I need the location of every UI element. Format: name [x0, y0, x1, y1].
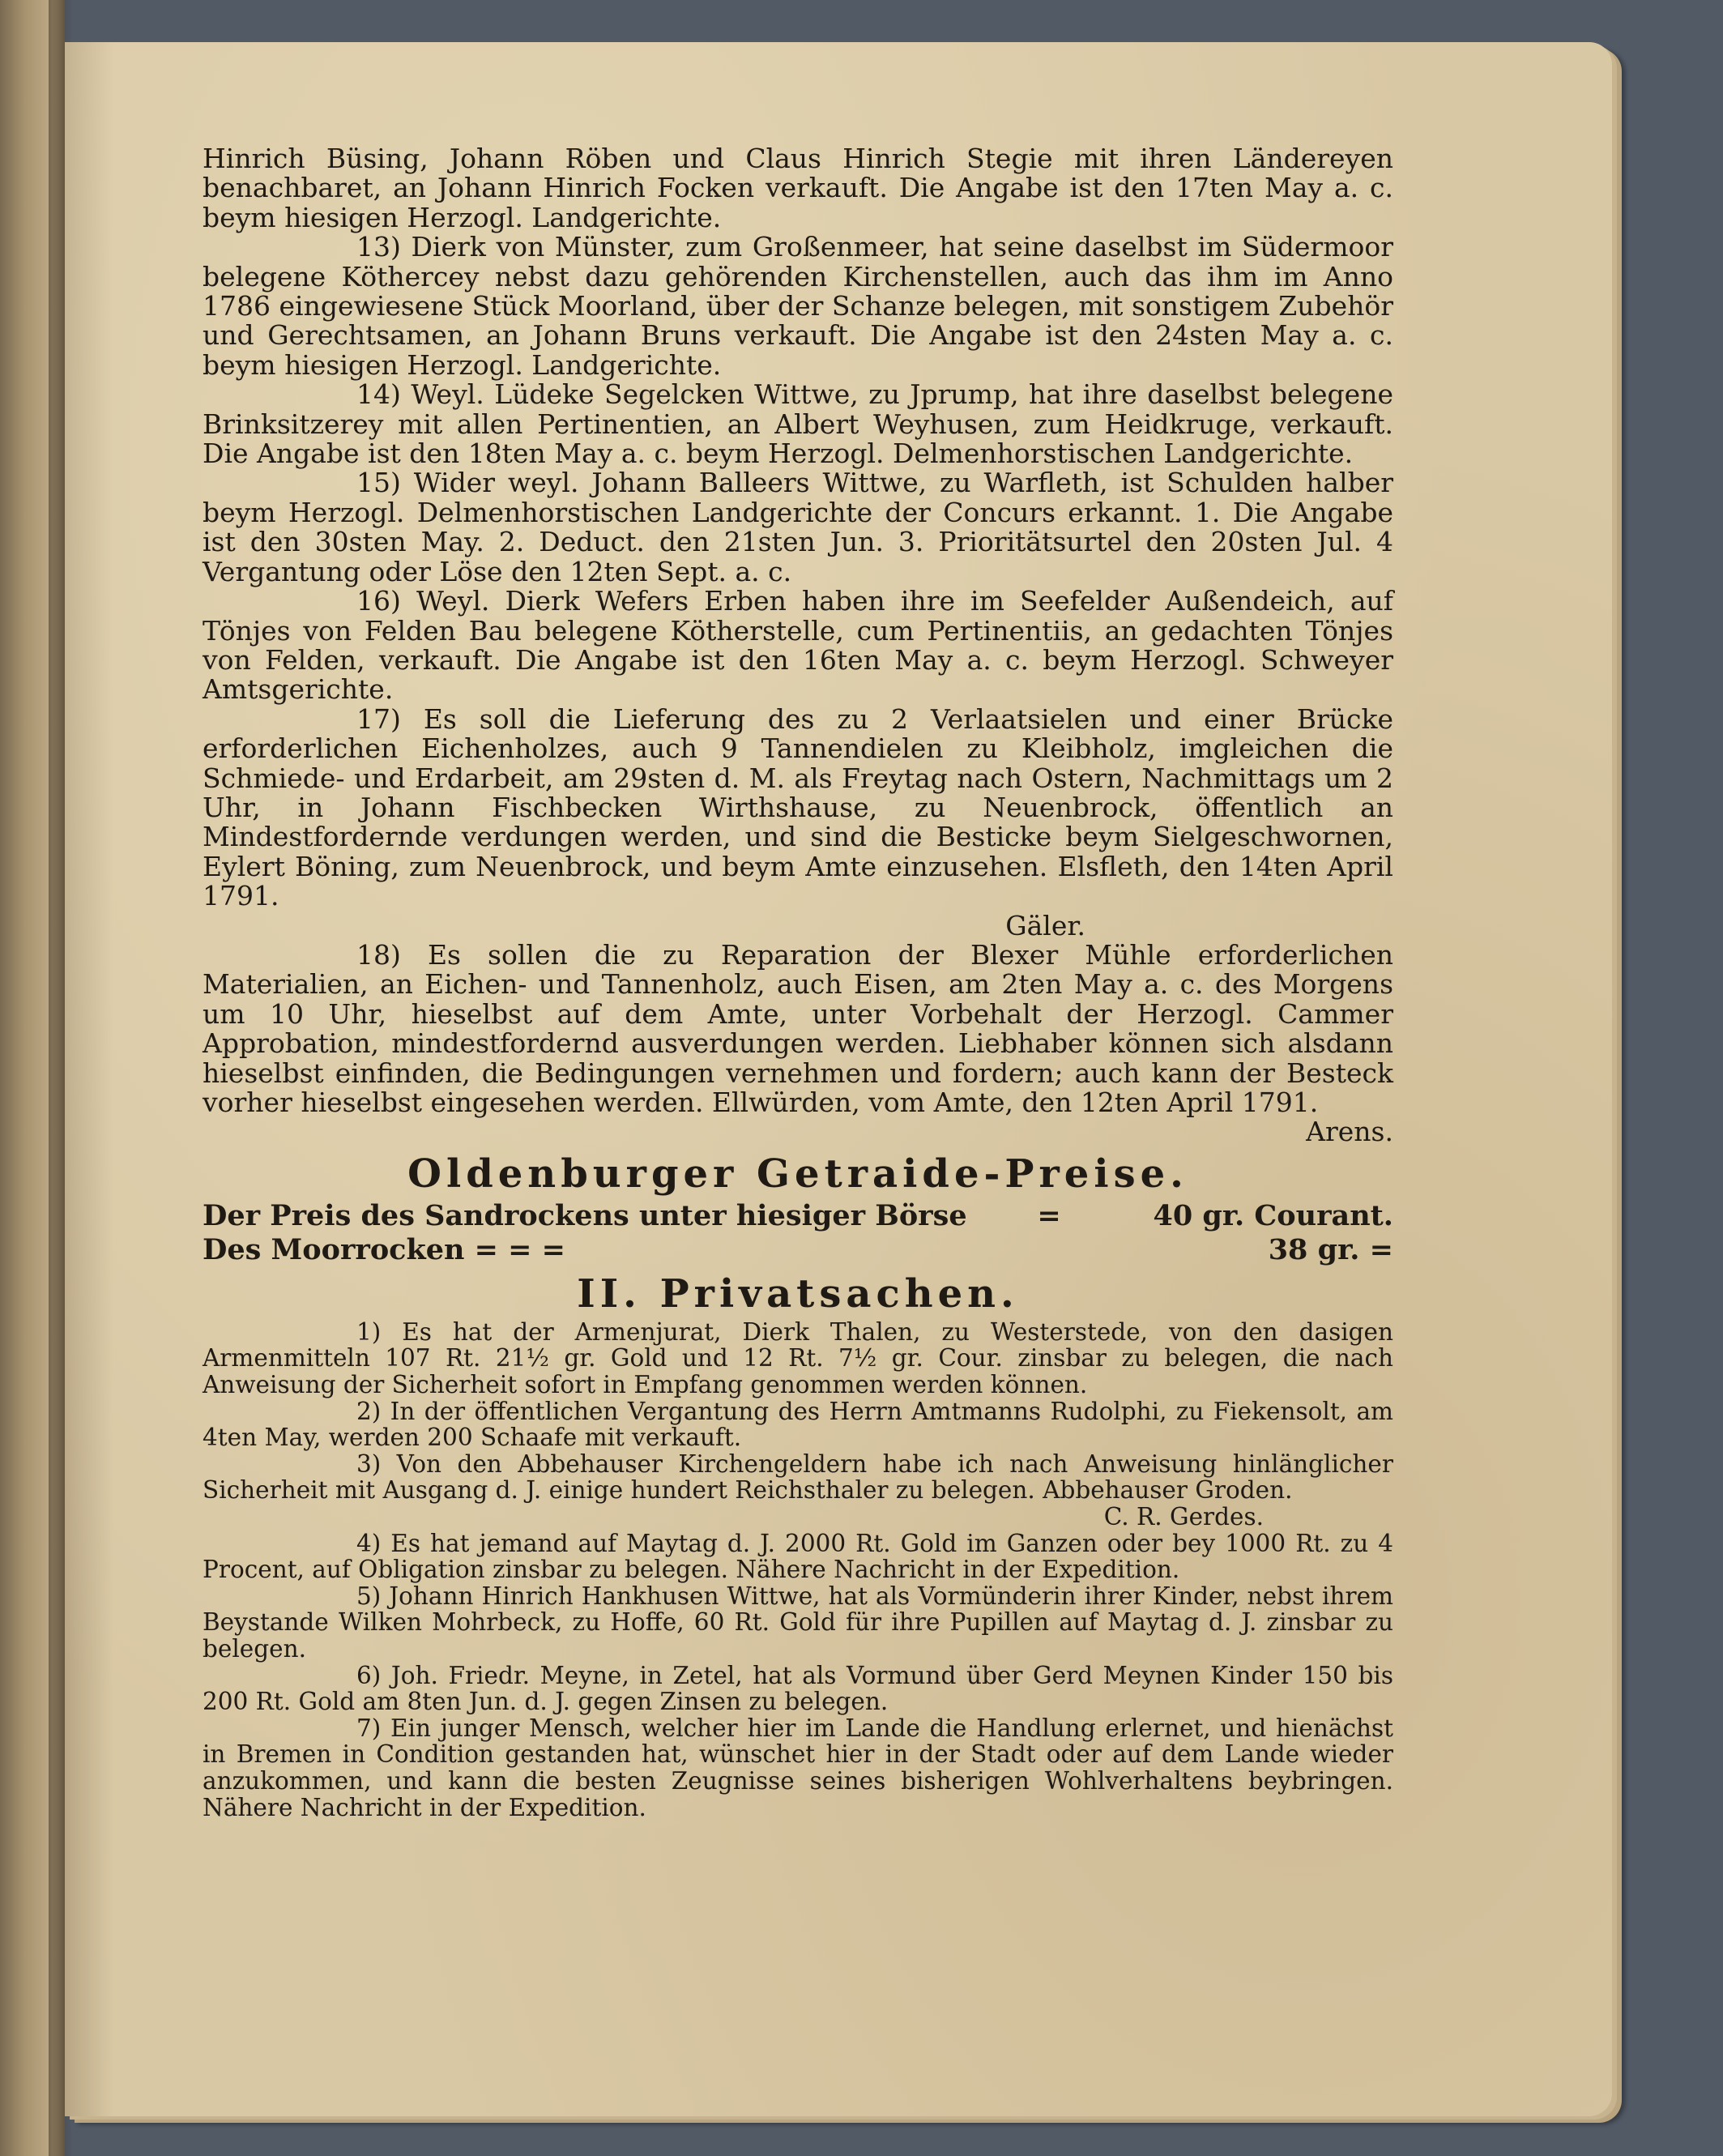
private-item: 5) Johann Hinrich Hankhusen Wittwe, hat als Vormünderin ihrer Kinder, nebst ihrem Beystande Wilken Mohrbeck, zu Hoffe, 60 Rt. Gold für ihre Pupillen auf Maytag d. J. zinsbar zu belegen.	[203, 1582, 1393, 1663]
notice-paragraph: 16) Weyl. Dierk Wefers Erben haben ihre im Seefelder Außendeich, auf Tönjes von Felden Bau belegene Kötherstelle, cum Pertinentiis, an gedachten Tönjes von Felden, verkauft. Die Angabe ist den 16ten May a. c. beym Herzogl. Schweyer Amtsgerichte.	[203, 585, 1393, 706]
private-item: 7) Ein junger Mensch, welcher hier im Lande die Handlung erlernet, und hienächst in Bremen in Condition gestanden hat, wünschet hier in der Stadt oder auf dem Lande wieder anzukommen, und kann die besten Zeugnisse seines bisherigen Wohlverhaltens beybringen. Nähere Nachricht in der Expedition.	[203, 1714, 1393, 1821]
grain-prices-heading: Oldenburger Getraide-Preise.	[407, 1151, 1188, 1197]
official-notices	[203, 144, 1393, 1147]
price-row	[203, 1233, 1393, 1267]
price-separator	[1013, 1233, 1085, 1267]
price-separator: =	[1037, 1198, 1061, 1232]
price-row	[203, 1199, 1393, 1233]
notice-paragraph: 13) Dierk von Münster, zum Großenmeer, hat seine daselbst im Südermoor belegene Köthercey nebst dazu gehörenden Kirchenstellen, auch das ihm im Anno 1786 eingewiesene Stück Moorland, über der Schanze belegen, mit sonstigem Zubehör und Gerechtsamen, an Johann Bruns verkauft. Die Angabe ist den 24sten May a. c. beym hiesigen Herzogl. Landgerichte.	[203, 231, 1393, 381]
private-item: 2) In der öffentlichen Vergantung des Herrn Amtmanns Rudolphi, zu Fiekensolt, am 4ten May, werden 200 Schaafe mit verkauft.	[203, 1397, 1393, 1452]
private-item: 6) Joh. Friedr. Meyne, in Zetel, hat als Vormund über Gerd Meynen Kinder 150 bis 200 Rt. Gold am 8ten Jun. d. J. gegen Zinsen zu belegen.	[203, 1661, 1393, 1716]
signature: Arens.	[1306, 1116, 1393, 1148]
page-text	[203, 144, 1393, 1821]
notice-paragraph: Hinrich Büsing, Johann Röben und Claus Hinrich Stegie mit ihren Ländereyen benachbaret, an Johann Hinrich Focken verkauft. Die Angabe ist den 17ten May a. c. beym hiesigen Herzogl. Landgerichte.	[203, 143, 1393, 233]
grain-price-table	[203, 1199, 1393, 1267]
signature: Gäler.	[1005, 909, 1085, 941]
notice-paragraph: 14) Weyl. Lüdeke Segelcken Wittwe, zu Jprump, hat ihre daselbst belegene Brinksitzerey mit allen Pertinentien, an Albert Weyhusen, zum Heidkruge, verkauft. Die Angabe ist den 18ten May a. c. beym Herzogl. Delmenhorstischen Landgerichte.	[203, 378, 1393, 470]
private-notices	[203, 1319, 1393, 1821]
notice-paragraph: 15) Wider weyl. Johann Balleers Wittwe, zu Warfleth, ist Schulden halber beym Herzogl. Delmenhorstischen Landgerichte der Concurs erkannt. 1. Die Angabe ist den 30sten May. 2. Deduct. den 21sten Jun. 3. Prioritätsurtel den 20sten Jul. 4 Vergantung oder Löse den 12ten Sept. a. c.	[203, 467, 1393, 587]
price-value: 40 gr. Courant.	[1153, 1198, 1393, 1232]
private-matters-heading: II. Privatsachen.	[577, 1270, 1019, 1317]
price-value: 38 gr. =	[1268, 1232, 1393, 1266]
notice-paragraph: 17) Es soll die Lieferung des zu 2 Verlaatsielen und einer Brücke erforderlichen Eichenholzes, auch 9 Tannendielen zu Kleibholz, imgleichen die Schmiede- und Erdarbeit, am 29sten d. M. als Freytag nach Ostern, Nachmittags um 2 Uhr, in Johann Fischbecken Wirthshause, zu Neuenbrock, öffentlich an Mindestfordernde verdungen werden, und sind die Besticke beym Sielgeschwornen, Eylert Böning, zum Neuenbrock, und beym Amte einzusehen. Elsfleth, den 14ten April 1791.	[203, 702, 1393, 912]
private-item: 3) Von den Abbehauser Kirchengeldern habe ich nach Anweisung hinlänglicher Sicherheit mit Ausgang d. J. einige hundert Reichsthaler zu belegen. Abbehauser Groden.	[203, 1449, 1393, 1505]
private-item: 4) Es hat jemand auf Maytag d. J. 2000 Rt. Gold im Ganzen oder bey 1000 Rt. zu 4 Procent, auf Obligation zinsbar zu belegen. Nähere Nachricht in der Expedition.	[203, 1529, 1393, 1584]
private-item: 1) Es hat der Armenjurat, Dierk Thalen, zu Westerstede, von den dasigen Armenmitteln 107 Rt. 21½ gr. Gold und 12 Rt. 7½ gr. Cour. zinsbar zu belegen, die nach Anweisung der Sicherheit sofort in Empfang genommen werden können.	[203, 1317, 1393, 1398]
notice-paragraph: 18) Es sollen die zu Reparation der Blexer Mühle erforderlichen Materialien, an Eichen- und Tannenholz, auch Eisen, am 2ten May a. c. des Morgens um 10 Uhr, hieselbst auf dem Amte, unter Vorbehalt der Herzogl. Cammer Approbation, mindestfordernd ausverdungen werden. Liebhaber können sich alsdann hieselbst einfinden, die Bedingungen vernehmen und fordern; auch kann der Besteck vorher hieselbst eingesehen werden. Ellwürden, vom Amte, den 12ten April 1791.	[203, 938, 1393, 1118]
price-label: Der Preis des Sandrockens unter hiesiger Börse	[203, 1198, 967, 1232]
price-label: Des Moorrocken = = =	[203, 1232, 565, 1266]
signature: C. R. Gerdes.	[1103, 1502, 1264, 1531]
